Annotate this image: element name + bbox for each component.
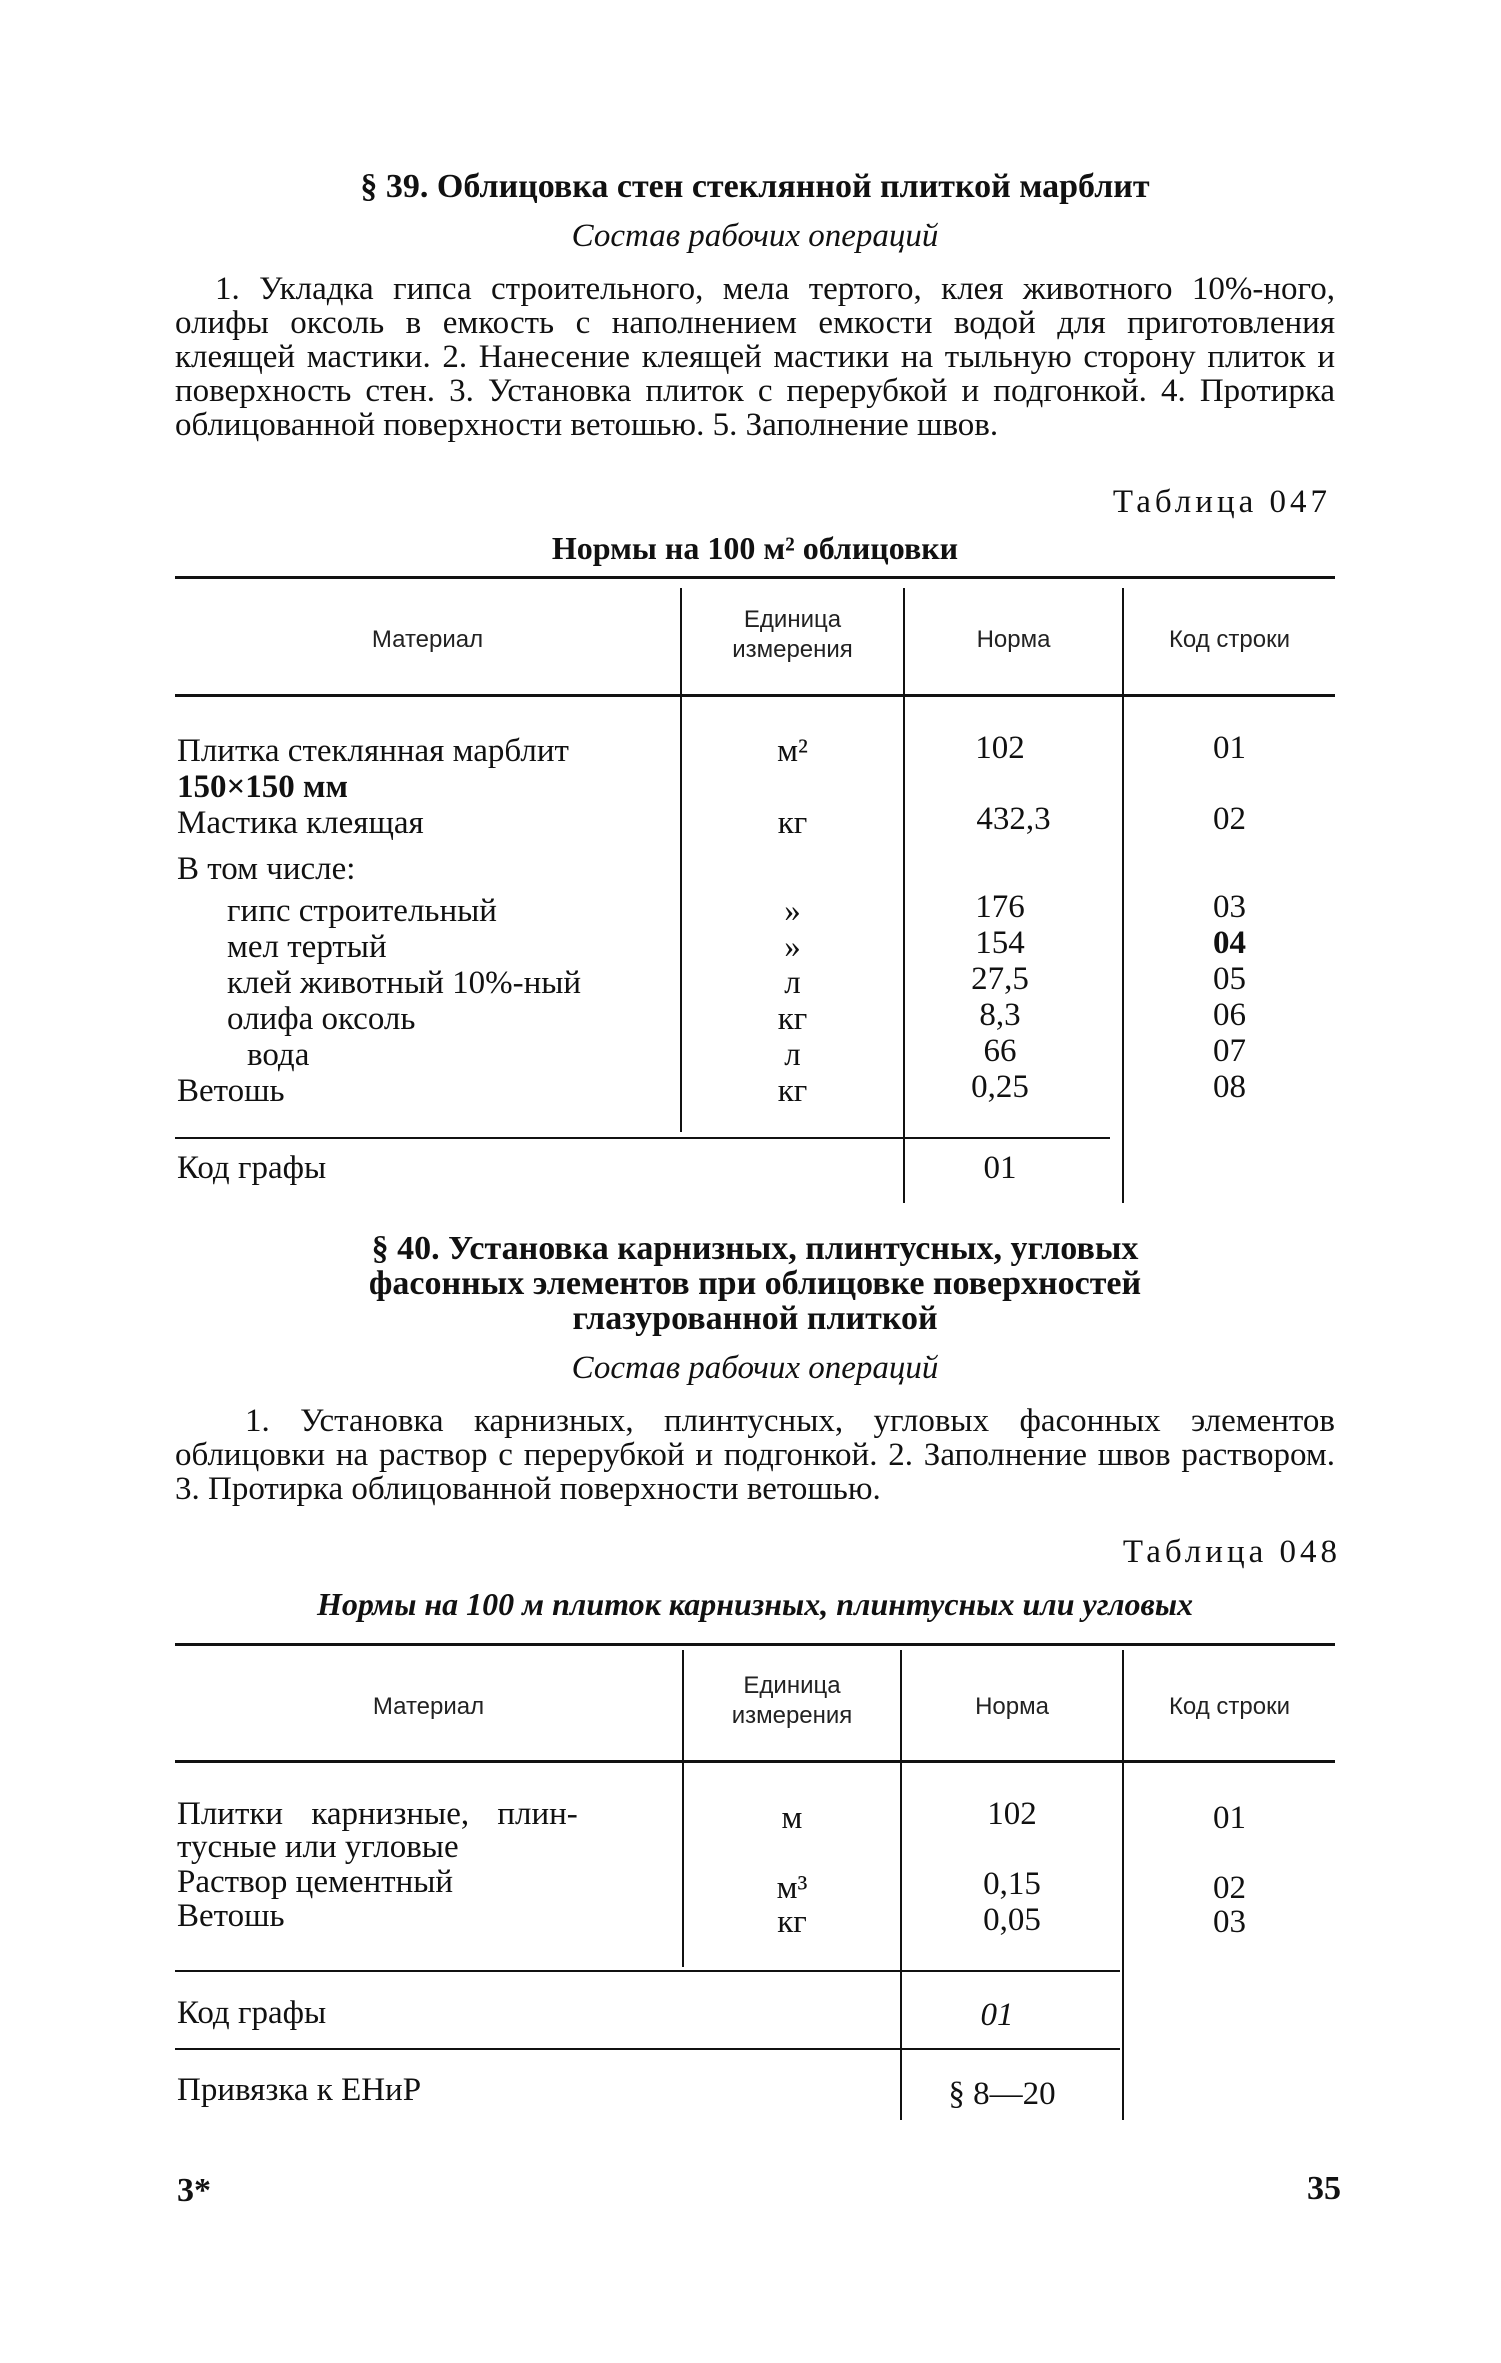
table-047-row-8-unit: л <box>784 1037 801 1073</box>
page-number: 35 <box>1307 2170 1341 2207</box>
table-047-row-5-material: мел тертый <box>227 929 387 965</box>
table-048-row-2-material: Раствор цементный <box>177 1864 454 1900</box>
section-39-text: 1. Укладка гипса строительного, мела тертого, клея животного 10%-ного, олифы оксоль в емкость с наполнением емкости водой для приготовления клеящей мастики. 2. Нанесение клеящей мастики на тыльную сторону плиток и поверхность стен. 3. Установка плиток с перерубкой и подгонкой. 4. Протирка облицованной поверхности ветошью. 5. Заполнение швов. <box>175 271 1335 443</box>
section-39-subtitle: Состав рабочих операций <box>571 218 939 254</box>
table-048-row-2-norm: 0,15 <box>983 1866 1041 1902</box>
table-048-row-3-norm: 0,05 <box>983 1902 1041 1938</box>
table-048-header-norm: Норма <box>975 1693 1049 1720</box>
table-047-header-rule <box>175 694 1335 697</box>
table-047-row-2-unit: кг <box>777 805 808 841</box>
table-047-column-code-value: 01 <box>983 1150 1017 1186</box>
table-048-header-unit-2: измерения <box>731 1702 853 1729</box>
table-047-top-rule <box>175 576 1335 579</box>
table-047-column-code-label: Код графы <box>177 1150 327 1186</box>
table-047-row-1-norm: 102 <box>975 730 1025 766</box>
table-047-row-4-unit: » <box>784 893 801 929</box>
table-047-row-1-code: 01 <box>1213 730 1246 766</box>
table-048-column-code-value: 01 <box>980 1997 1014 2033</box>
table-047-row-8-material: вода <box>247 1037 310 1073</box>
table-047-row-8-norm: 66 <box>983 1033 1017 1069</box>
section-40-text: 1. Установка карнизных, плинтусных, угловых фасонных элементов облицовки на раствор с перерубкой и подгонкой. 2. Заполнение швов раствором. 3. Протирка облицованной поверхности ветошью. <box>175 1403 1335 1507</box>
table-048-row-3-material: Ветошь <box>177 1898 285 1934</box>
table-047-row-7-code: 06 <box>1213 997 1246 1033</box>
table-048-number: Таблица 048 <box>1122 1534 1341 1570</box>
section-40-title-line-2: фасонных элементов при облицовке поверхностей <box>368 1265 1142 1302</box>
table-047-row-5-code: 04 <box>1213 925 1246 961</box>
table-047-row-4-material: гипс строительный <box>227 893 497 929</box>
table-047-row-9-material: Ветошь <box>177 1073 285 1109</box>
table-048-row-1-unit: м <box>781 1800 803 1836</box>
table-047-row-7-unit: кг <box>777 1001 808 1037</box>
table-047-row-4-code: 03 <box>1213 889 1246 925</box>
table-048-top-rule <box>175 1643 1335 1646</box>
table-048-enir-label: Привязка к ЕНиР <box>177 2072 422 2108</box>
table-047-header-material: Материал <box>371 626 484 653</box>
table-047-title: Нормы на 100 м² облицовки <box>551 530 959 566</box>
table-047-header-unit-1: Единица <box>743 606 842 633</box>
table-047-row-1-unit: м² <box>777 733 808 769</box>
section-40-title-line-1: § 40. Установка карнизных, плинтусных, угловых <box>371 1230 1139 1267</box>
table-047-row-2-norm: 432,3 <box>976 801 1051 837</box>
table-047-row-6-norm: 27,5 <box>971 961 1029 997</box>
table-048-header-unit-1: Единица <box>743 1672 841 1699</box>
table-048-row-1-material: Плитки карнизные, плин- <box>177 1796 578 1832</box>
table-048-footer-rule-1 <box>175 1970 1120 1972</box>
table-047-row-6-unit: л <box>784 965 801 1001</box>
section-40-title-line-3: глазурованной плиткой <box>572 1300 938 1337</box>
table-047-row-9-unit: кг <box>777 1073 808 1109</box>
table-048-header-rule <box>175 1760 1335 1763</box>
table-047-row-4-norm: 176 <box>975 889 1025 925</box>
table-048-enir-value: § 8—20 <box>948 2076 1056 2112</box>
table-047-header-norm: Норма <box>976 626 1051 653</box>
table-047-row-1-material: Плитка стеклянная марблит <box>177 733 569 769</box>
section-39-title: § 39. Облицовка стен стеклянной плиткой марблит <box>360 168 1150 205</box>
table-047-row-7-material: олифа оксоль <box>227 1001 416 1037</box>
table-047-row-1-material-size: 150×150 мм <box>177 769 349 805</box>
table-048-row-3-unit: кг <box>777 1904 807 1940</box>
table-047-row-3-material: В том числе: <box>177 851 356 887</box>
table-047-footer-rule <box>175 1137 1110 1139</box>
table-047-row-6-code: 05 <box>1213 961 1246 997</box>
table-048-column-code-label: Код графы <box>177 1995 327 2031</box>
table-047-row-8-code: 07 <box>1213 1033 1246 1069</box>
table-048-row-3-code: 03 <box>1213 1904 1246 1940</box>
table-047-row-2-material: Мастика клеящая <box>177 805 424 841</box>
table-047-number: Таблица 047 <box>1112 484 1331 520</box>
table-048-row-1-code: 01 <box>1213 1800 1246 1836</box>
table-048-header-material: Материал <box>372 1693 485 1720</box>
table-047-row-6-material: клей животный 10%-ный <box>227 965 582 1001</box>
table-047-header-unit-2: измерения <box>732 636 853 663</box>
table-047-row-2-code: 02 <box>1213 801 1246 837</box>
printer-signature-mark: 3* <box>177 2172 211 2209</box>
table-047-row-5-unit: » <box>784 929 801 965</box>
table-047-header-code: Код строки <box>1168 626 1291 653</box>
table-048-footer-rule-2 <box>175 2048 1120 2050</box>
table-047-row-5-norm: 154 <box>975 925 1025 961</box>
table-048-row-2-unit: м³ <box>776 1870 808 1906</box>
table-047-row-9-code: 08 <box>1213 1069 1246 1105</box>
section-40-subtitle: Состав рабочих операций <box>571 1350 939 1386</box>
table-048-row-1-material-2: тусные или угловые <box>177 1829 459 1865</box>
table-047-row-7-norm: 8,3 <box>979 997 1021 1033</box>
table-048-row-2-code: 02 <box>1213 1870 1246 1906</box>
table-048-row-1-norm: 102 <box>987 1796 1037 1832</box>
table-047-row-9-norm: 0,25 <box>971 1069 1029 1105</box>
table-048-header-code: Код строки <box>1168 1693 1291 1720</box>
table-048-title: Нормы на 100 м плиток карнизных, плинтусных или угловых <box>316 1586 1194 1622</box>
